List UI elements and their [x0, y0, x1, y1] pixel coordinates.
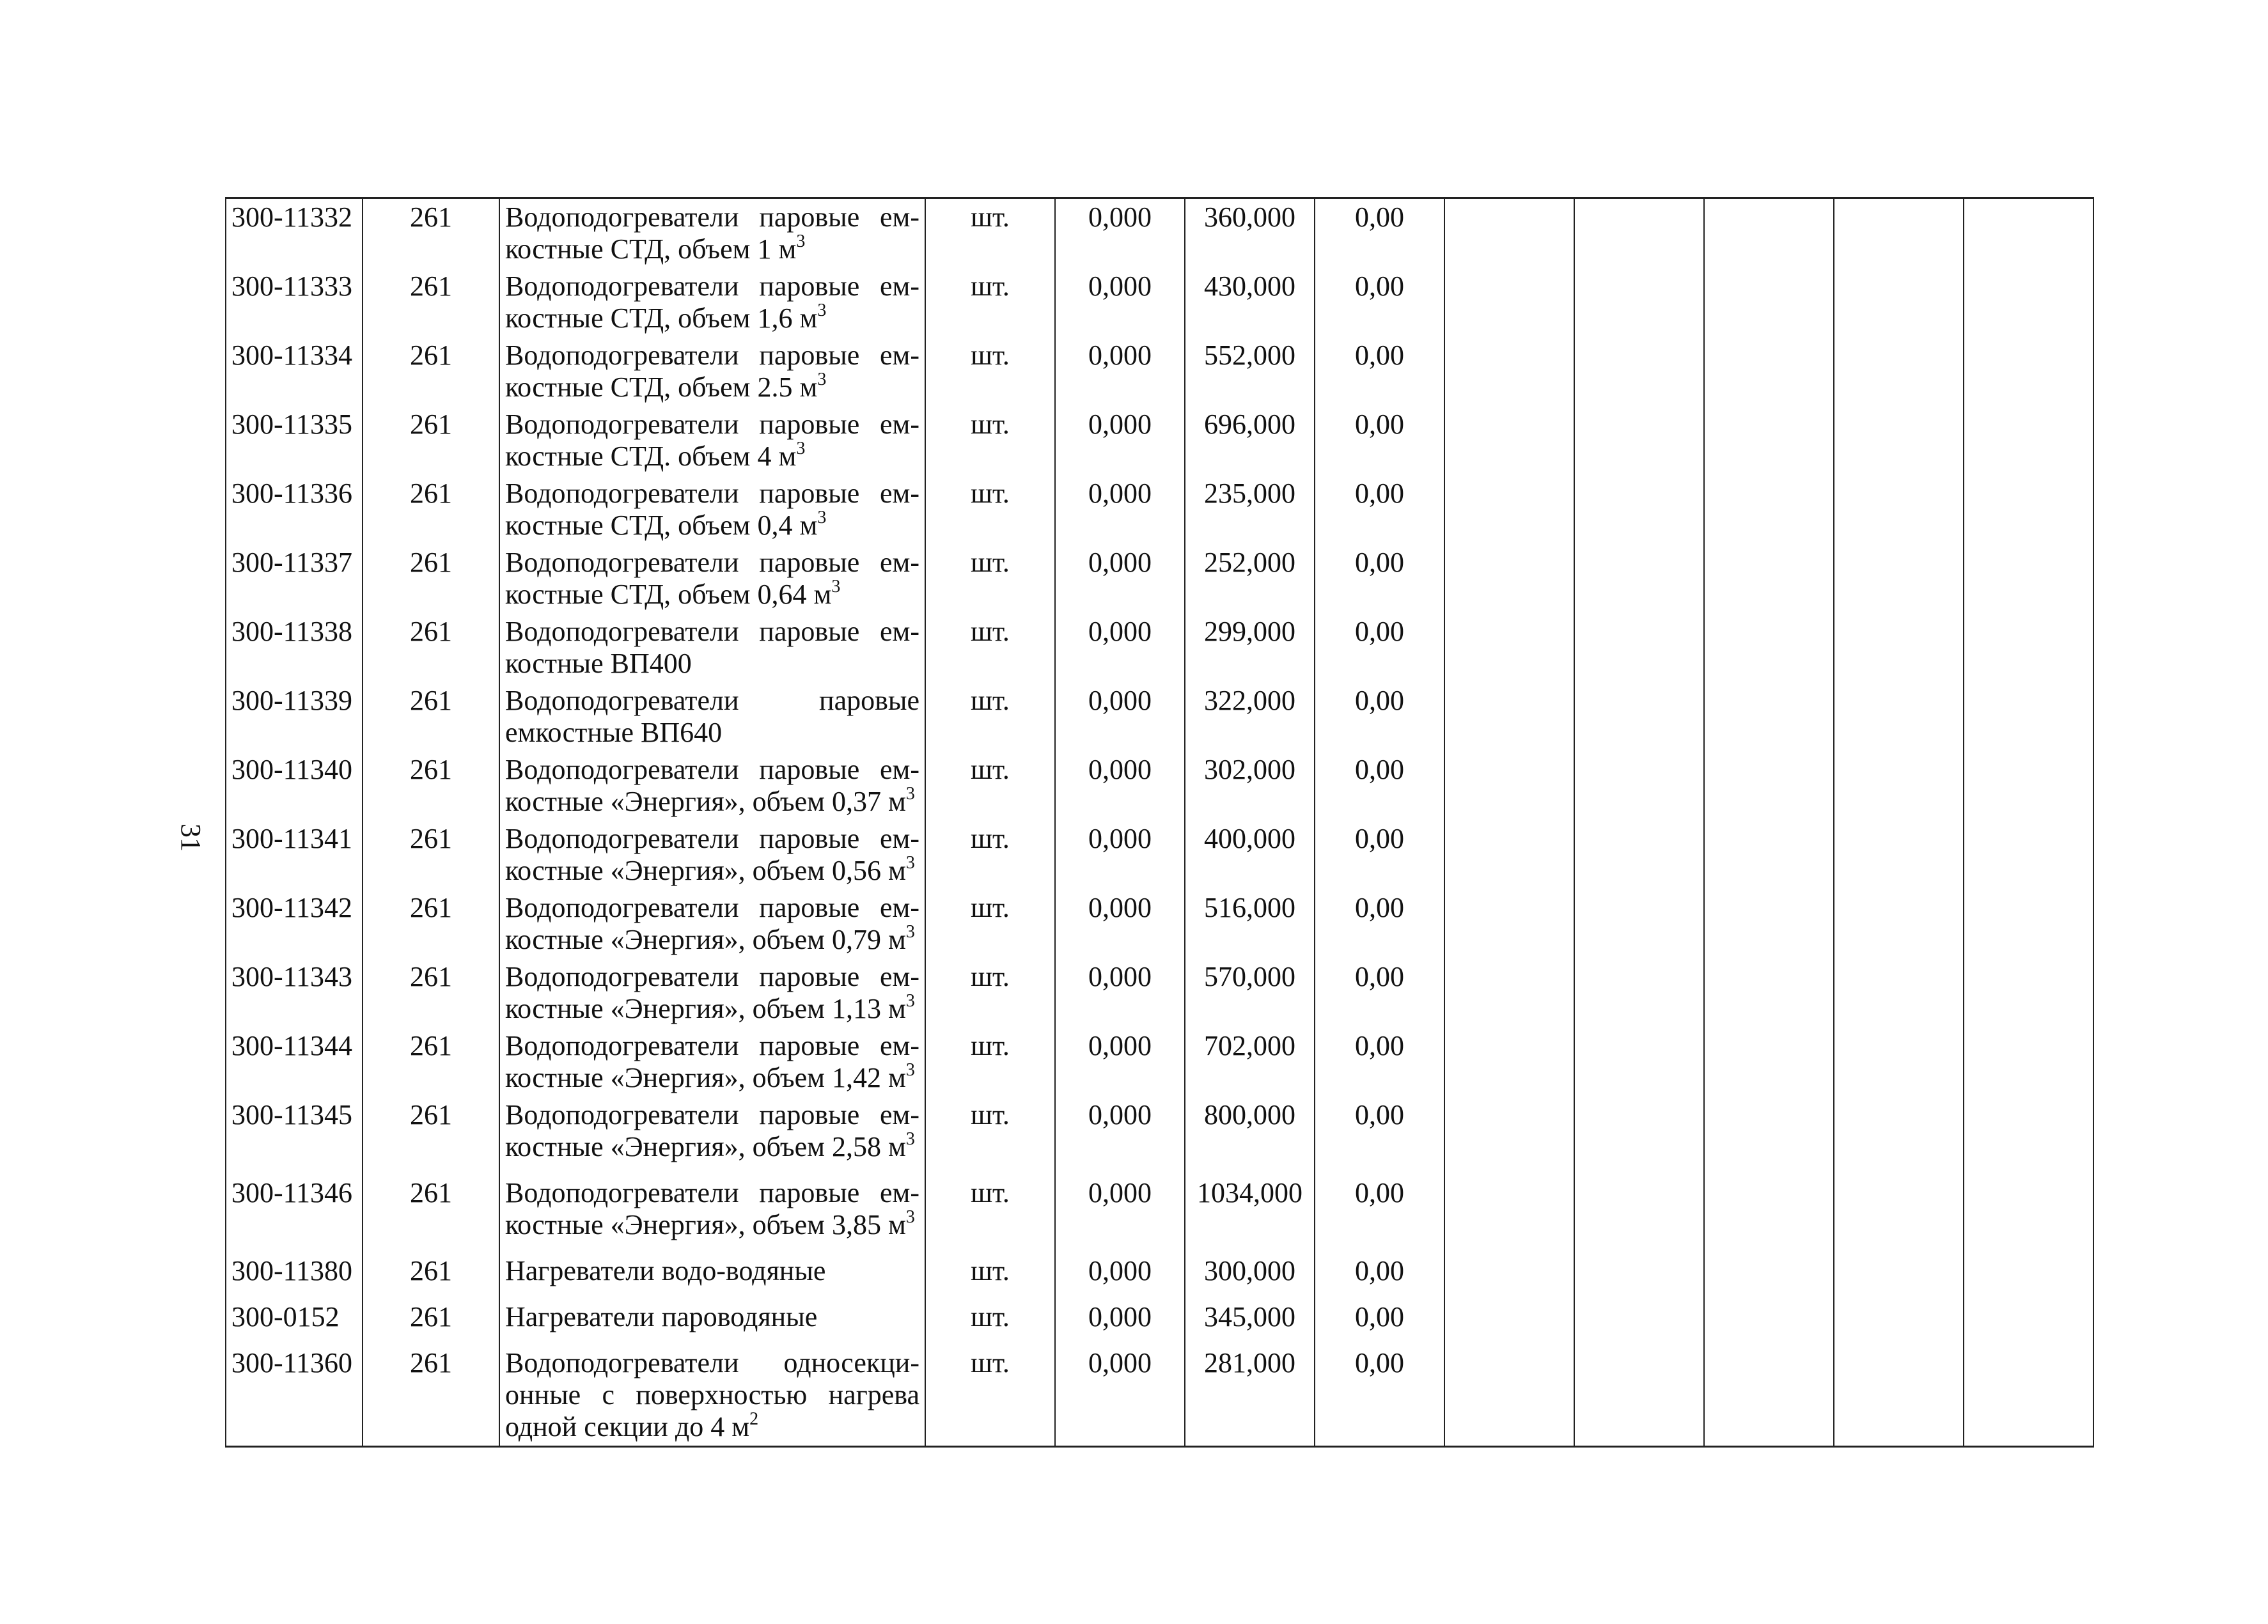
- table-row: [226, 268, 2093, 337]
- group-code: 261: [363, 613, 499, 682]
- value-2: 430,000: [1185, 268, 1315, 337]
- value-2: 800,000: [1185, 1097, 1315, 1175]
- empty-cell: [1704, 613, 1834, 682]
- value-2: 281,000: [1185, 1345, 1315, 1447]
- empty-cell: [1574, 1175, 1704, 1253]
- value-3: 0,00: [1315, 198, 1444, 269]
- resource-name: [499, 1027, 925, 1097]
- empty-cell: [1574, 198, 1704, 269]
- resource-name: [499, 544, 925, 613]
- resource-name-text: Водоподогреватели паровые ем-костные «Энергия», объем 0,56 м: [505, 823, 919, 886]
- empty-cell: [1964, 1027, 2093, 1097]
- group-code: 261: [363, 198, 499, 269]
- empty-cell: [1834, 958, 1964, 1027]
- value-2: 570,000: [1185, 958, 1315, 1027]
- empty-cell: [1964, 1253, 2093, 1299]
- unit-of-measure: шт.: [925, 1175, 1055, 1253]
- group-code: 261: [363, 751, 499, 820]
- value-1: 0,000: [1055, 544, 1185, 613]
- empty-cell: [1574, 337, 1704, 406]
- value-2: 322,000: [1185, 682, 1315, 751]
- resource-name: [499, 751, 925, 820]
- empty-cell: [1704, 1027, 1834, 1097]
- group-code: 261: [363, 544, 499, 613]
- table-row: [226, 1253, 2093, 1299]
- empty-cell: [1444, 1175, 1574, 1253]
- empty-cell: [1834, 889, 1964, 958]
- value-1: 0,000: [1055, 1299, 1185, 1345]
- value-2: 302,000: [1185, 751, 1315, 820]
- resource-name-text: Водоподогреватели паровые ем-костные «Энергия», объем 2,58 м: [505, 1099, 919, 1162]
- empty-cell: [1834, 475, 1964, 544]
- resource-name: [499, 889, 925, 958]
- empty-cell: [1574, 1345, 1704, 1447]
- empty-cell: [1964, 337, 2093, 406]
- empty-cell: [1444, 1097, 1574, 1175]
- empty-cell: [1704, 198, 1834, 269]
- unit-of-measure: шт.: [925, 268, 1055, 337]
- resource-code: 300-11334: [226, 337, 363, 406]
- unit-of-measure: шт.: [925, 889, 1055, 958]
- value-1: 0,000: [1055, 820, 1185, 889]
- empty-cell: [1704, 820, 1834, 889]
- empty-cell: [1444, 820, 1574, 889]
- empty-cell: [1834, 820, 1964, 889]
- unit-of-measure: шт.: [925, 1097, 1055, 1175]
- group-code: 261: [363, 1027, 499, 1097]
- resource-name-text: Водоподогреватели паровые ем-костные СТД, объем 2.5 м: [505, 340, 919, 403]
- resource-name-text: Водоподогреватели паровые ем-костные СТД, объем 0,64 м: [505, 547, 919, 610]
- value-1: 0,000: [1055, 1097, 1185, 1175]
- empty-cell: [1444, 682, 1574, 751]
- value-2: 345,000: [1185, 1299, 1315, 1345]
- unit-exponent: 3: [905, 1060, 915, 1080]
- empty-cell: [1964, 198, 2093, 269]
- resource-name-text: Водоподогреватели паровые ем-костные ВП400: [505, 616, 919, 679]
- resource-name-text: Водоподогреватели односекци-онные с поверхностью нагрева одной секции до 4 м: [505, 1347, 919, 1442]
- empty-cell: [1444, 337, 1574, 406]
- value-3: 0,00: [1315, 820, 1444, 889]
- table-row: [226, 613, 2093, 682]
- value-3: 0,00: [1315, 1299, 1444, 1345]
- table-row: [226, 1027, 2093, 1097]
- resource-name: [499, 1299, 925, 1345]
- value-1: 0,000: [1055, 1175, 1185, 1253]
- value-3: 0,00: [1315, 682, 1444, 751]
- resource-name-text: Водоподогреватели паровые емкостные ВП640: [505, 685, 919, 748]
- unit-exponent: 3: [905, 1129, 915, 1149]
- value-3: 0,00: [1315, 337, 1444, 406]
- empty-cell: [1704, 1253, 1834, 1299]
- resource-code: 300-11335: [226, 406, 363, 475]
- unit-of-measure: шт.: [925, 682, 1055, 751]
- group-code: 261: [363, 475, 499, 544]
- value-2: 696,000: [1185, 406, 1315, 475]
- empty-cell: [1964, 751, 2093, 820]
- value-1: 0,000: [1055, 1253, 1185, 1299]
- resource-name: [499, 1253, 925, 1299]
- unit-of-measure: шт.: [925, 475, 1055, 544]
- table-row: [226, 889, 2093, 958]
- value-1: 0,000: [1055, 198, 1185, 269]
- unit-of-measure: шт.: [925, 198, 1055, 269]
- empty-cell: [1444, 1299, 1574, 1345]
- resource-name-text: Водоподогреватели паровые ем-костные СТД, объем 1 м: [505, 201, 919, 265]
- value-1: 0,000: [1055, 958, 1185, 1027]
- empty-cell: [1834, 613, 1964, 682]
- value-2: 252,000: [1185, 544, 1315, 613]
- table-row: [226, 1097, 2093, 1175]
- empty-cell: [1704, 1175, 1834, 1253]
- table-row: [226, 1175, 2093, 1253]
- resource-code: 300-11360: [226, 1345, 363, 1447]
- empty-cell: [1964, 475, 2093, 544]
- unit-of-measure: шт.: [925, 1027, 1055, 1097]
- group-code: 261: [363, 820, 499, 889]
- empty-cell: [1834, 682, 1964, 751]
- unit-of-measure: шт.: [925, 544, 1055, 613]
- empty-cell: [1704, 268, 1834, 337]
- value-2: 400,000: [1185, 820, 1315, 889]
- empty-cell: [1574, 544, 1704, 613]
- value-2: 360,000: [1185, 198, 1315, 269]
- empty-cell: [1964, 820, 2093, 889]
- empty-cell: [1444, 198, 1574, 269]
- empty-cell: [1444, 889, 1574, 958]
- resource-name: [499, 958, 925, 1027]
- empty-cell: [1834, 1299, 1964, 1345]
- resource-name-text: Водоподогреватели паровые ем-костные «Энергия», объем 3,85 м: [505, 1177, 919, 1240]
- group-code: 261: [363, 1097, 499, 1175]
- value-3: 0,00: [1315, 958, 1444, 1027]
- value-3: 0,00: [1315, 406, 1444, 475]
- unit-of-measure: шт.: [925, 613, 1055, 682]
- empty-cell: [1444, 958, 1574, 1027]
- resource-code: 300-11380: [226, 1253, 363, 1299]
- resource-code: 300-11333: [226, 268, 363, 337]
- empty-cell: [1834, 337, 1964, 406]
- empty-cell: [1704, 751, 1834, 820]
- resource-name: [499, 1345, 925, 1447]
- empty-cell: [1964, 682, 2093, 751]
- price-table: [225, 197, 2094, 1448]
- unit-of-measure: шт.: [925, 1253, 1055, 1299]
- table-row: [226, 406, 2093, 475]
- empty-cell: [1444, 406, 1574, 475]
- table-row: [226, 751, 2093, 820]
- group-code: 261: [363, 889, 499, 958]
- empty-cell: [1574, 889, 1704, 958]
- resource-name: [499, 198, 925, 269]
- value-3: 0,00: [1315, 268, 1444, 337]
- unit-of-measure: шт.: [925, 820, 1055, 889]
- unit-exponent: 3: [905, 1207, 915, 1227]
- value-3: 0,00: [1315, 613, 1444, 682]
- unit-of-measure: шт.: [925, 751, 1055, 820]
- table-row: [226, 544, 2093, 613]
- resource-name-text: Водоподогреватели паровые ем-костные СТД. объем 4 м: [505, 409, 919, 472]
- empty-cell: [1704, 889, 1834, 958]
- table-row: [226, 198, 2093, 269]
- resource-name-text: Водоподогреватели паровые ем-костные СТД, объем 0,4 м: [505, 478, 919, 541]
- value-1: 0,000: [1055, 268, 1185, 337]
- empty-cell: [1704, 475, 1834, 544]
- resource-code: 300-11345: [226, 1097, 363, 1175]
- empty-cell: [1834, 406, 1964, 475]
- empty-cell: [1444, 1027, 1574, 1097]
- empty-cell: [1574, 1097, 1704, 1175]
- resource-name-text: Водоподогреватели паровые ем-костные «Энергия», объем 1,13 м: [505, 961, 919, 1024]
- resource-code: 300-11332: [226, 198, 363, 269]
- empty-cell: [1834, 1027, 1964, 1097]
- value-2: 235,000: [1185, 475, 1315, 544]
- unit-exponent: 3: [905, 853, 915, 873]
- empty-cell: [1704, 406, 1834, 475]
- empty-cell: [1574, 751, 1704, 820]
- resource-name-text: Нагреватели водо-водяные: [505, 1255, 826, 1286]
- table-row: [226, 1299, 2093, 1345]
- resource-code: 300-11339: [226, 682, 363, 751]
- table-row: [226, 337, 2093, 406]
- empty-cell: [1704, 958, 1834, 1027]
- empty-cell: [1574, 406, 1704, 475]
- value-2: 300,000: [1185, 1253, 1315, 1299]
- value-1: 0,000: [1055, 475, 1185, 544]
- resource-code: 300-11346: [226, 1175, 363, 1253]
- resource-name: [499, 613, 925, 682]
- value-2: 552,000: [1185, 337, 1315, 406]
- group-code: 261: [363, 1299, 499, 1345]
- resource-name: [499, 475, 925, 544]
- value-1: 0,000: [1055, 337, 1185, 406]
- unit-of-measure: шт.: [925, 406, 1055, 475]
- resource-name-text: Водоподогреватели паровые ем-костные «Энергия», объем 1,42 м: [505, 1030, 919, 1093]
- empty-cell: [1964, 613, 2093, 682]
- empty-cell: [1444, 613, 1574, 682]
- value-3: 0,00: [1315, 1253, 1444, 1299]
- empty-cell: [1964, 1345, 2093, 1447]
- resource-code: 300-11343: [226, 958, 363, 1027]
- empty-cell: [1444, 544, 1574, 613]
- unit-exponent: 3: [796, 439, 806, 458]
- empty-cell: [1574, 682, 1704, 751]
- value-1: 0,000: [1055, 1027, 1185, 1097]
- group-code: 261: [363, 1345, 499, 1447]
- group-code: 261: [363, 958, 499, 1027]
- empty-cell: [1444, 475, 1574, 544]
- empty-cell: [1834, 544, 1964, 613]
- table-row: [226, 682, 2093, 751]
- group-code: 261: [363, 682, 499, 751]
- resource-code: 300-11337: [226, 544, 363, 613]
- value-2: 299,000: [1185, 613, 1315, 682]
- value-3: 0,00: [1315, 544, 1444, 613]
- table-row: [226, 958, 2093, 1027]
- empty-cell: [1964, 889, 2093, 958]
- resource-name: [499, 337, 925, 406]
- table-row: [226, 820, 2093, 889]
- empty-cell: [1704, 1097, 1834, 1175]
- table-row: [226, 1345, 2093, 1447]
- unit-exponent: 3: [817, 508, 827, 527]
- value-1: 0,000: [1055, 751, 1185, 820]
- empty-cell: [1964, 1175, 2093, 1253]
- resource-name-text: Водоподогреватели паровые ем-костные СТД, объем 1,6 м: [505, 270, 919, 334]
- empty-cell: [1574, 1299, 1704, 1345]
- unit-exponent: 3: [817, 301, 827, 320]
- empty-cell: [1834, 268, 1964, 337]
- unit-exponent: 3: [905, 784, 915, 804]
- value-3: 0,00: [1315, 751, 1444, 820]
- resource-name-text: Нагреватели пароводяные: [505, 1301, 818, 1332]
- group-code: 261: [363, 406, 499, 475]
- unit-exponent: 3: [796, 231, 806, 251]
- empty-cell: [1964, 544, 2093, 613]
- resource-code: 300-11344: [226, 1027, 363, 1097]
- resource-code: 300-11336: [226, 475, 363, 544]
- resource-name-text: Водоподогреватели паровые ем-костные «Энергия», объем 0,79 м: [505, 892, 919, 955]
- empty-cell: [1444, 268, 1574, 337]
- value-1: 0,000: [1055, 682, 1185, 751]
- value-3: 0,00: [1315, 1097, 1444, 1175]
- value-3: 0,00: [1315, 1175, 1444, 1253]
- resource-code: 300-11338: [226, 613, 363, 682]
- resource-code: 300-11341: [226, 820, 363, 889]
- unit-exponent: 3: [817, 370, 827, 389]
- unit-exponent: 3: [905, 991, 915, 1011]
- empty-cell: [1834, 751, 1964, 820]
- unit-of-measure: шт.: [925, 1299, 1055, 1345]
- value-2: 516,000: [1185, 889, 1315, 958]
- unit-of-measure: шт.: [925, 337, 1055, 406]
- empty-cell: [1964, 406, 2093, 475]
- resource-name: [499, 1175, 925, 1253]
- resource-name: [499, 1097, 925, 1175]
- value-2: 1034,000: [1185, 1175, 1315, 1253]
- empty-cell: [1834, 1097, 1964, 1175]
- empty-cell: [1964, 268, 2093, 337]
- resource-name: [499, 406, 925, 475]
- resource-name: [499, 268, 925, 337]
- unit-of-measure: шт.: [925, 1345, 1055, 1447]
- resource-code: 300-11340: [226, 751, 363, 820]
- empty-cell: [1834, 198, 1964, 269]
- empty-cell: [1574, 613, 1704, 682]
- group-code: 261: [363, 1253, 499, 1299]
- group-code: 261: [363, 268, 499, 337]
- empty-cell: [1574, 958, 1704, 1027]
- value-1: 0,000: [1055, 1345, 1185, 1447]
- empty-cell: [1444, 1253, 1574, 1299]
- group-code: 261: [363, 1175, 499, 1253]
- empty-cell: [1444, 1345, 1574, 1447]
- empty-cell: [1574, 1027, 1704, 1097]
- value-3: 0,00: [1315, 1345, 1444, 1447]
- empty-cell: [1834, 1175, 1964, 1253]
- resource-name: [499, 820, 925, 889]
- empty-cell: [1704, 337, 1834, 406]
- empty-cell: [1704, 1299, 1834, 1345]
- empty-cell: [1964, 958, 2093, 1027]
- empty-cell: [1834, 1345, 1964, 1447]
- empty-cell: [1574, 268, 1704, 337]
- empty-cell: [1574, 1253, 1704, 1299]
- resource-code: 300-11342: [226, 889, 363, 958]
- value-1: 0,000: [1055, 613, 1185, 682]
- empty-cell: [1574, 820, 1704, 889]
- unit-of-measure: шт.: [925, 958, 1055, 1027]
- value-3: 0,00: [1315, 1027, 1444, 1097]
- resource-name: [499, 682, 925, 751]
- unit-exponent: 2: [749, 1409, 759, 1429]
- unit-exponent: 3: [831, 577, 841, 597]
- value-1: 0,000: [1055, 889, 1185, 958]
- value-3: 0,00: [1315, 889, 1444, 958]
- table-row: [226, 475, 2093, 544]
- empty-cell: [1704, 544, 1834, 613]
- page-number: 31: [175, 824, 207, 852]
- unit-exponent: 3: [905, 922, 915, 942]
- value-3: 0,00: [1315, 475, 1444, 544]
- resource-name-text: Водоподогреватели паровые ем-костные «Энергия», объем 0,37 м: [505, 754, 919, 817]
- empty-cell: [1834, 1253, 1964, 1299]
- resource-code: 300-0152: [226, 1299, 363, 1345]
- empty-cell: [1704, 1345, 1834, 1447]
- empty-cell: [1704, 682, 1834, 751]
- value-1: 0,000: [1055, 406, 1185, 475]
- group-code: 261: [363, 337, 499, 406]
- value-2: 702,000: [1185, 1027, 1315, 1097]
- empty-cell: [1964, 1097, 2093, 1175]
- empty-cell: [1574, 475, 1704, 544]
- empty-cell: [1444, 751, 1574, 820]
- empty-cell: [1964, 1299, 2093, 1345]
